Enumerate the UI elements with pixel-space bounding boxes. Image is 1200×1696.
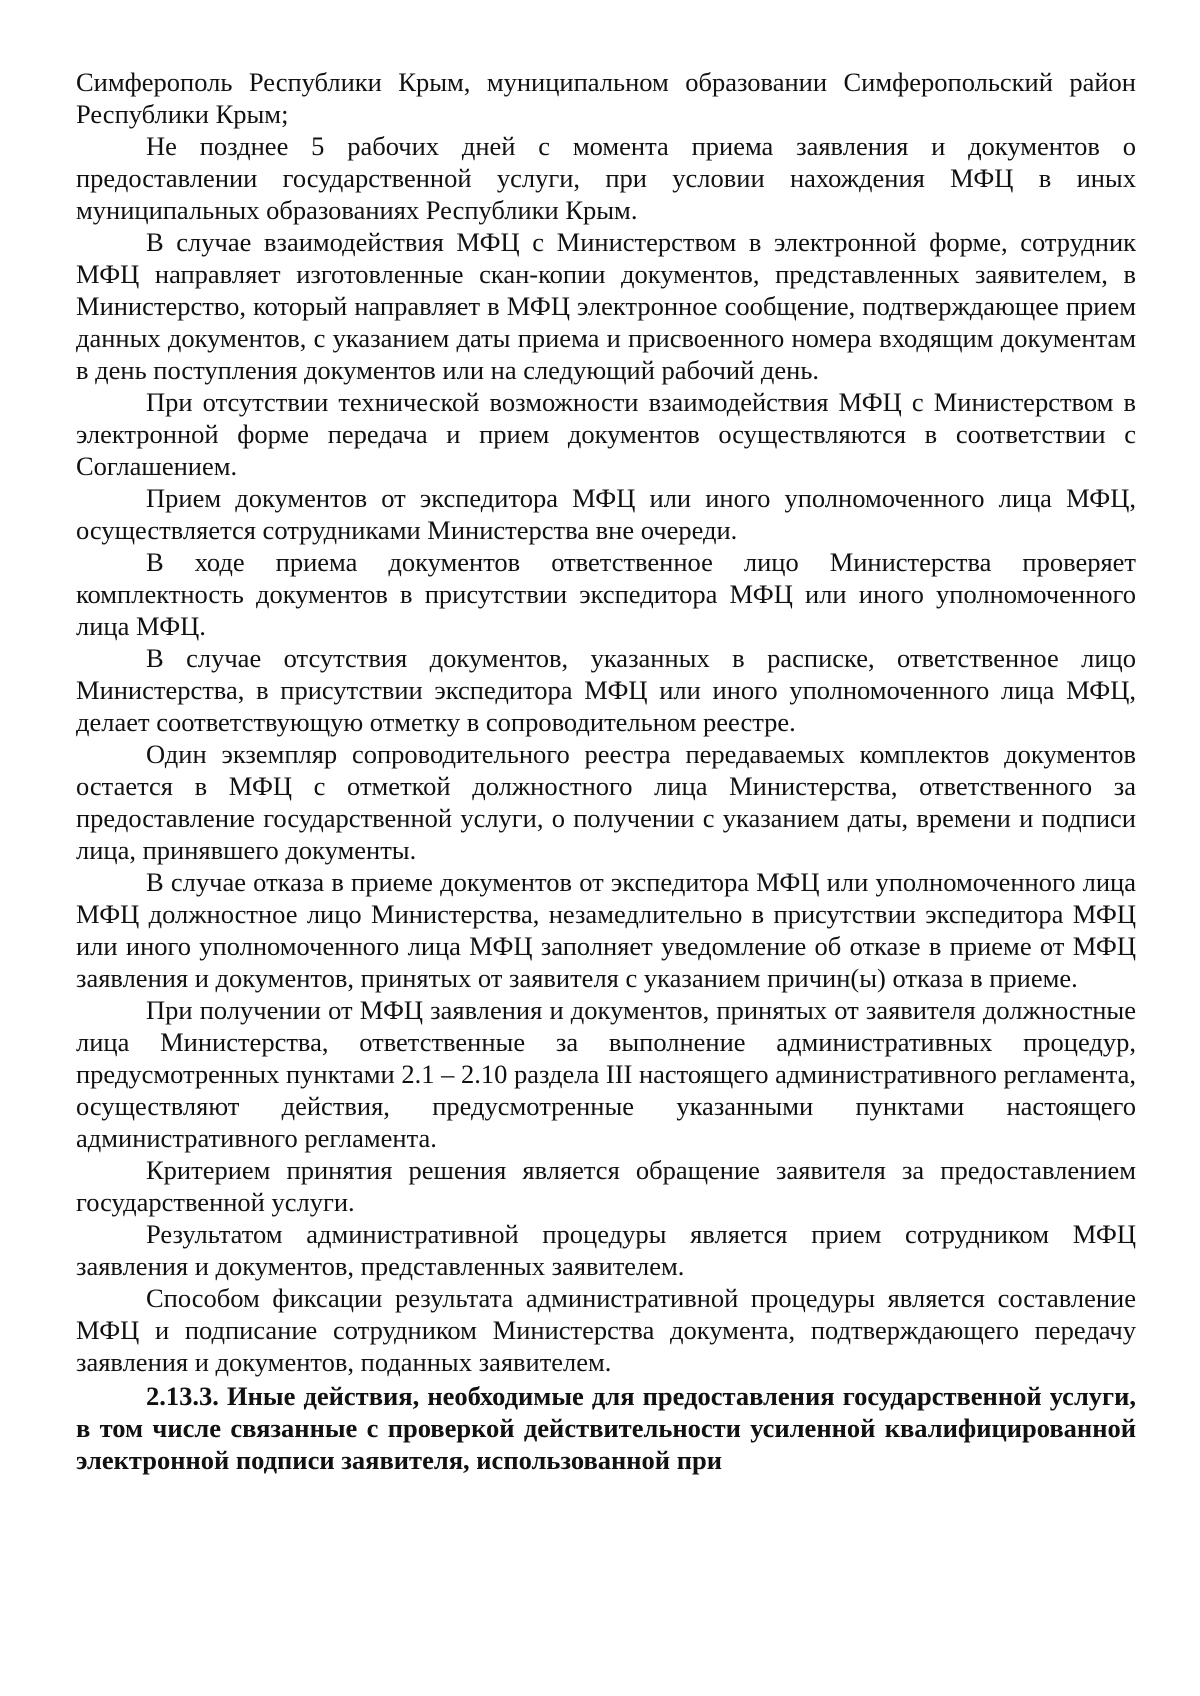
paragraph: В случае отказа в приеме документов от экспедитора МФЦ или уполномоченного лица МФЦ должностное лицо Министерства, незамедлительно в присутствии экспедитора МФЦ или иного уполномоченного лица МФЦ заполняет уведомление об отказе в приеме от МФЦ заявления и документов, принятых от заявителя с указанием причин(ы) отказа в приеме. bbox=[76, 867, 1136, 993]
paragraph: Не позднее 5 рабочих дней с момента приема заявления и документов о предоставлении государственной услуги, при условии нахождения МФЦ в иных муниципальных образованиях Республики Крым. bbox=[76, 131, 1136, 225]
paragraph: В ходе приема документов ответственное лицо Министерства проверяет комплектность документов в присутствии экспедитора МФЦ или иного уполномоченного лица МФЦ. bbox=[76, 547, 1136, 641]
paragraph: Результатом административной процедуры является прием сотрудником МФЦ заявления и документов, представленных заявителем. bbox=[76, 1219, 1136, 1281]
paragraph: При отсутствии технической возможности взаимодействия МФЦ с Министерством в электронной форме передача и прием документов осуществляются в соответствии с Соглашением. bbox=[76, 387, 1136, 481]
paragraph: Способом фиксации результата административной процедуры является составление МФЦ и подписание сотрудником Министерства документа, подтверждающего передачу заявления и документов, поданных заявителем. bbox=[76, 1283, 1136, 1377]
document-page bbox=[76, 66, 1136, 1476]
paragraph: Один экземпляр сопроводительного реестра передаваемых комплектов документов остается в МФЦ с отметкой должностного лица Министерства, ответственного за предоставление государственной услуги, о получении с указанием даты, времени и подписи лица, принявшего документы. bbox=[76, 739, 1136, 865]
paragraph: В случае отсутствия документов, указанных в расписке, ответственное лицо Министерства, в присутствии экспедитора МФЦ или иного уполномоченного лица МФЦ, делает соответствующую отметку в сопроводительном реестре. bbox=[76, 643, 1136, 737]
section-heading: 2.13.3. Иные действия, необходимые для предоставления государственной услуги, в том числе связанные с проверкой действительности усиленной квалифицированной электронной подписи заявителя, использованной при bbox=[76, 1381, 1136, 1475]
paragraph: При получении от МФЦ заявления и документов, принятых от заявителя должностные лица Министерства, ответственные за выполнение административных процедур, предусмотренных пунктами 2.1 – 2.10 раздела III настоящего административного регламента, осуществляют действия, предусмотренные указанными пунктами настоящего административного регламента. bbox=[76, 995, 1136, 1153]
paragraph: Критерием принятия решения является обращение заявителя за предоставлением государственной услуги. bbox=[76, 1155, 1136, 1217]
paragraph: Прием документов от экспедитора МФЦ или иного уполномоченного лица МФЦ, осуществляется сотрудниками Министерства вне очереди. bbox=[76, 483, 1136, 545]
paragraph-continuation: Симферополь Республики Крым, муниципальном образовании Симферопольский район Республики Крым; bbox=[76, 67, 1136, 129]
paragraph: В случае взаимодействия МФЦ с Министерством в электронной форме, сотрудник МФЦ направляет изготовленные скан-копии документов, представленных заявителем, в Министерство, который направляет в МФЦ электронное сообщение, подтверждающее прием данных документов, с указанием даты приема и присвоенного номера входящим документам в день поступления документов или на следующий рабочий день. bbox=[76, 227, 1136, 385]
